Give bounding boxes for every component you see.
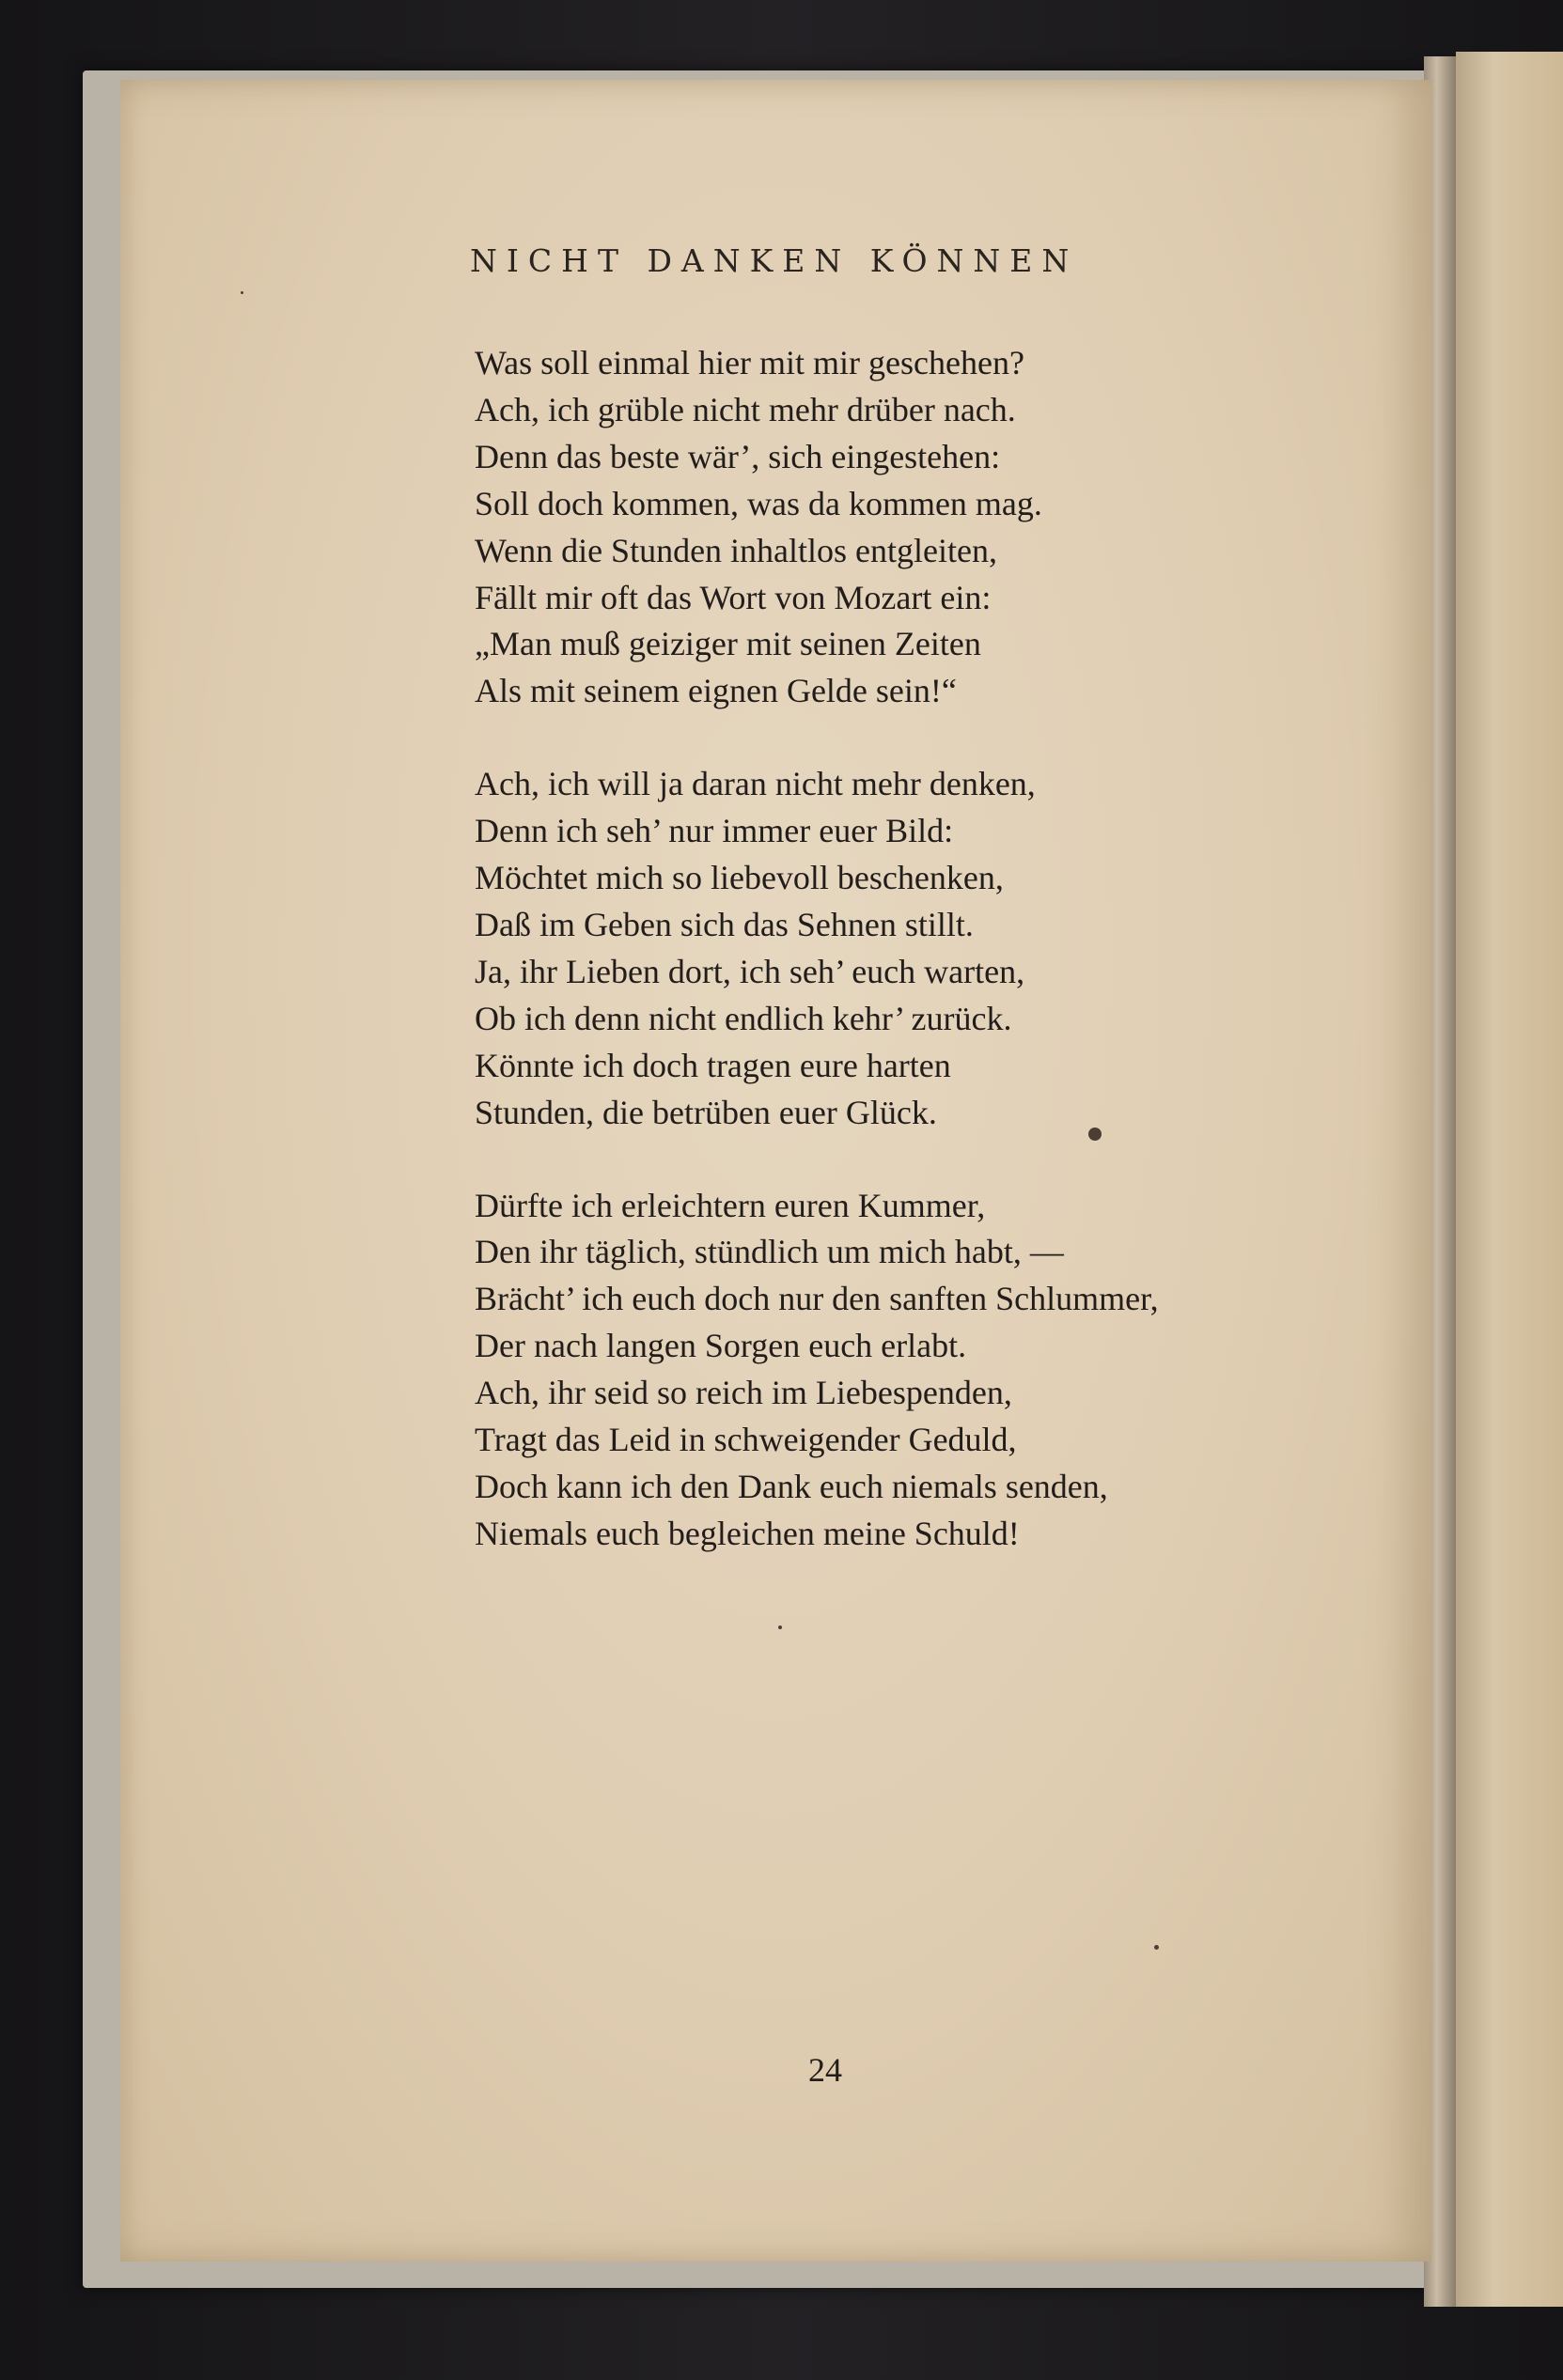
poem-line: Den ihr täglich, stündlich um mich habt, —	[475, 1233, 1064, 1271]
poem-line: Daß im Geben sich das Sehnen stillt.	[475, 905, 974, 943]
poem-line: Der nach langen Sorgen euch erlabt.	[475, 1327, 967, 1365]
poem-text	[475, 340, 1227, 1604]
poem-line: Ach, ich grüble nicht mehr drüber nach.	[475, 390, 1016, 428]
poem-line: Denn das beste wär’, sich eingestehen:	[475, 437, 1001, 475]
poem-line: Doch kann ich den Dank euch niemals senden,	[475, 1467, 1108, 1505]
poem-line: Soll doch kommen, was da kommen mag.	[475, 484, 1042, 522]
page-number: 24	[808, 2051, 842, 2089]
stanza-1	[475, 340, 1227, 715]
poem-line: Wenn die Stunden inhaltlos entgleiten,	[475, 531, 997, 569]
poem-line: Ach, ich will ja daran nicht mehr denken,	[475, 765, 1036, 803]
poem-line: Niemals euch begleichen meine Schuld!	[475, 1514, 1020, 1552]
poem-line: Fällt mir oft das Wort von Mozart ein:	[475, 578, 992, 616]
poem-line: Ob ich denn nicht endlich kehr’ zurück.	[475, 999, 1012, 1037]
paper-speck	[1154, 1945, 1159, 1950]
poem-line: Stunden, die betrüben euer Glück.	[475, 1093, 937, 1131]
paper-speck	[241, 291, 243, 294]
poem-line: Brächt’ ich euch doch nur den sanften Schlummer,	[475, 1280, 1159, 1318]
poem-line: Ja, ihr Lieben dort, ich seh’ euch warten,	[475, 952, 1025, 990]
stanza-2	[475, 761, 1227, 1136]
poem-line: „Man muß geiziger mit seinen Zeiten	[475, 625, 981, 663]
poem-line: Denn ich seh’ nur immer euer Bild:	[475, 812, 954, 850]
poem-line: Möchtet mich so liebevoll beschenken,	[475, 859, 1004, 897]
page-title: NICHT DANKEN KÖNNEN	[470, 242, 1079, 279]
poem-line: Ach, ihr seid so reich im Liebespenden,	[475, 1374, 1012, 1412]
facing-page-edge	[1456, 52, 1563, 2307]
paper-speck	[778, 1626, 782, 1629]
poem-line: Was soll einmal hier mit mir geschehen?	[475, 344, 1024, 381]
stanza-3	[475, 1183, 1227, 1558]
poem-line: Tragt das Leid in schweigender Geduld,	[475, 1421, 1017, 1459]
poem-line: Könnte ich doch tragen eure harten	[475, 1046, 951, 1084]
poem-line: Dürfte ich erleichtern euren Kummer,	[475, 1186, 986, 1224]
poem-line: Als mit seinem eignen Gelde sein!“	[475, 672, 957, 710]
